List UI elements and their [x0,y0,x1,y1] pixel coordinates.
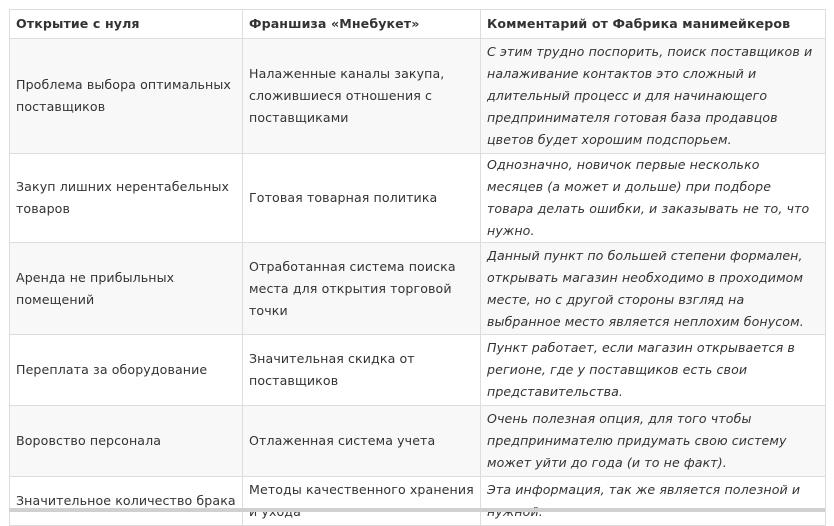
header-from-scratch: Открытие с нуля [10,10,243,39]
comment-cell: Данный пункт по большей степени формален, открывать магазин необходимо в проходимом месте, но с другой стороны взгляд на выбранное место является неплохим бонусом. [481,243,826,335]
table-row [10,154,826,243]
comparison-table-container [9,9,825,526]
problem-cell: Закуп лишних нерентабельных товаров [10,154,243,243]
franchise-cell: Методы качественного хранения [243,477,481,526]
comment-cell: Очень полезная опция, для того чтобы предпринимателю придумать свою систему может уйти до года (и то не факт). [481,406,826,477]
table-row [10,477,826,526]
problem-cell: Проблема выбора оптимальных поставщиков [10,39,243,154]
problem-cell: Воровство персонала [10,406,243,477]
franchise-cell: Отработанная система поиска места для открытия торговой точки [243,243,481,335]
table-row [10,243,826,335]
problem-cell: Переплата за оборудование [10,335,243,406]
comparison-table [9,9,826,526]
franchise-cell: Отлаженная система учета [243,406,481,477]
table-row [10,39,826,154]
franchise-cell: Налаженные каналы закупа, сложившиеся отношения с поставщиками [243,39,481,154]
problem-cell: Значительное количество брака [10,477,243,526]
problem-cell: Аренда не прибыльных помещений [10,243,243,335]
table-header-row [10,10,826,39]
franchise-cell: Готовая товарная политика [243,154,481,243]
franchise-cell: Значительная скидка от поставщиков [243,335,481,406]
header-comment: Комментарий от Фабрика манимейкеров [481,10,826,39]
comment-cell: Однозначно, новичок первые несколько месяцев (а может и дольше) при подборе товара делать ошибки, и заказывать не то, что нужно. [481,154,826,243]
comment-cell: С этим трудно поспорить, поиск поставщиков и налаживание контактов это сложный и длительный процесс и для начинающего предпринимателя готовая база продавцов цветов будет хорошим подспорьем. [481,39,826,154]
table-row [10,335,826,406]
horizontal-scrollbar[interactable] [9,508,825,512]
header-franchise: Франшиза «Мнебукет» [243,10,481,39]
comment-cell: Пункт работает, если магазин открывается в регионе, где у поставщиков есть свои представительства. [481,335,826,406]
comment-cell: Эта информация, так же является полезной и [481,477,826,526]
table-row [10,406,826,477]
